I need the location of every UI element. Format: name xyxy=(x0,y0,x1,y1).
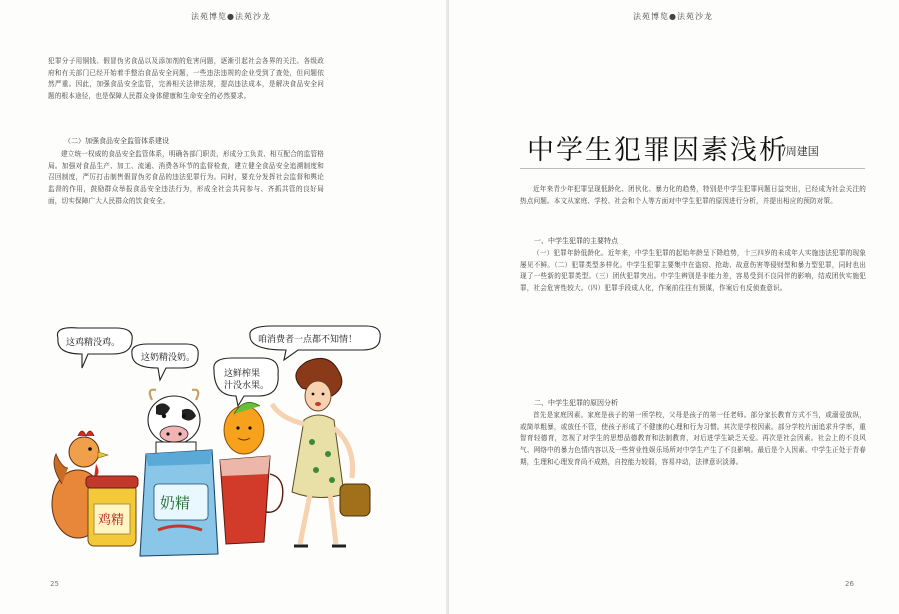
page-number-left: 25 xyxy=(50,580,59,588)
creamer-bag xyxy=(140,450,218,556)
running-header-left: 法苑博览●法苑沙龙 xyxy=(191,12,271,21)
bubble-3-text: 这鲜榨果 xyxy=(224,369,261,379)
article-author: /周建国 xyxy=(782,145,819,158)
article-title: 中学生犯罪因素浅析 xyxy=(527,135,788,166)
bubble-1-text: 这鸡精没鸡。 xyxy=(66,338,121,348)
chicken-essence-jar xyxy=(86,476,138,546)
intro-paragraph: 犯罪分子用铜钱、假冒伪劣食品以及添加剂的危害问题，逐渐引起社会各界的关注。各级政府和有关部门已经开始着手整治食品安全问题，一些违法违规的企业受到了查处，但问题依然严重。因此，加强食品安全监管，完善相关法律法规，提高违法成本，是解决食品安全问题的根本途径，也是保障人民群众身体健康和生命安全的必然要求。 xyxy=(48,57,324,101)
jar-label: 鸡精 xyxy=(98,513,125,528)
running-header-right: 法苑博览●法苑沙龙 xyxy=(633,12,713,21)
food-safety-cartoon xyxy=(48,324,382,564)
section-1-body: （一）犯罪年龄低龄化。近年来，中学生犯罪的起始年龄呈下降趋势，十三四岁的未成年人实施违法犯罪的现象屡见不鲜。（二）犯罪类型多样化。中学生犯罪主要集中在盗窃、抢劫、故意伤害等侵财型和暴力型犯罪，同时也出现了一些新的犯罪类型。（三）团伙犯罪突出。中学生辨别是非能力差，容易受到不良同伴的影响，结成团伙实施犯罪，社会危害性较大。（四）犯罪手段成人化，作案前往往有预谋，作案后有反侦查意识。 xyxy=(520,249,866,293)
right-page xyxy=(449,0,899,614)
section-subheading: （二）加强食品安全监管体系建设 xyxy=(64,137,169,145)
bag-label: 奶精 xyxy=(160,494,191,512)
bubble-3-text-line2: 汁没水果。 xyxy=(224,381,270,391)
body-paragraph: 建立统一权威的食品安全监管体系，明确各部门职责，形成分工负责、相互配合的监管格局。加强对食品生产、加工、流通、消费各环节的监督检查，建立健全食品安全追溯制度和召回制度，严厉打击制售假冒伪劣食品的违法犯罪行为。同时，要充分发挥社会监督和舆论监督的作用，鼓励群众举报食品安全违法行为，形成全社会共同参与、齐抓共管的良好局面，切实保障广大人民群众的饮食安全。 xyxy=(48,150,325,205)
lead-paragraph: 近年来青少年犯罪呈现低龄化、团伙化、暴力化的趋势，特别是中学生犯罪问题日益突出，已经成为社会关注的热点问题。本文从家庭、学校、社会和个人等方面对中学生犯罪的原因进行分析，并提出相应的预防对策。 xyxy=(520,185,866,205)
section-2-body: 首先是家庭因素。家庭是孩子的第一所学校，父母是孩子的第一任老师。部分家长教育方式不当，或溺爱放纵，或简单粗暴，或放任不管，使孩子形成了不健康的心理和行为习惯。其次是学校因素。部分学校片面追求升学率，重智育轻德育，忽视了对学生的思想品德教育和法制教育，对后进学生缺乏关爱。再次是社会因素。社会上的不良风气、网络中的暴力色情内容以及一些营业性娱乐场所对中学生产生了不良影响。最后是个人因素。中学生正处于青春期，生理和心理发育尚不成熟，自控能力较弱，容易冲动，法律意识淡薄。 xyxy=(520,411,866,466)
page-number-right: 26 xyxy=(845,580,854,588)
section-2-heading: 二、中学生犯罪的原因分析 xyxy=(534,399,618,407)
title-rule xyxy=(520,168,865,169)
left-page xyxy=(0,0,449,614)
bubble-4-text: 咱消费者一点都不知情！ xyxy=(258,335,358,345)
bubble-2-text: 这奶精没奶。 xyxy=(141,353,196,363)
section-1-heading: 一、中学生犯罪的主要特点 xyxy=(534,237,618,245)
